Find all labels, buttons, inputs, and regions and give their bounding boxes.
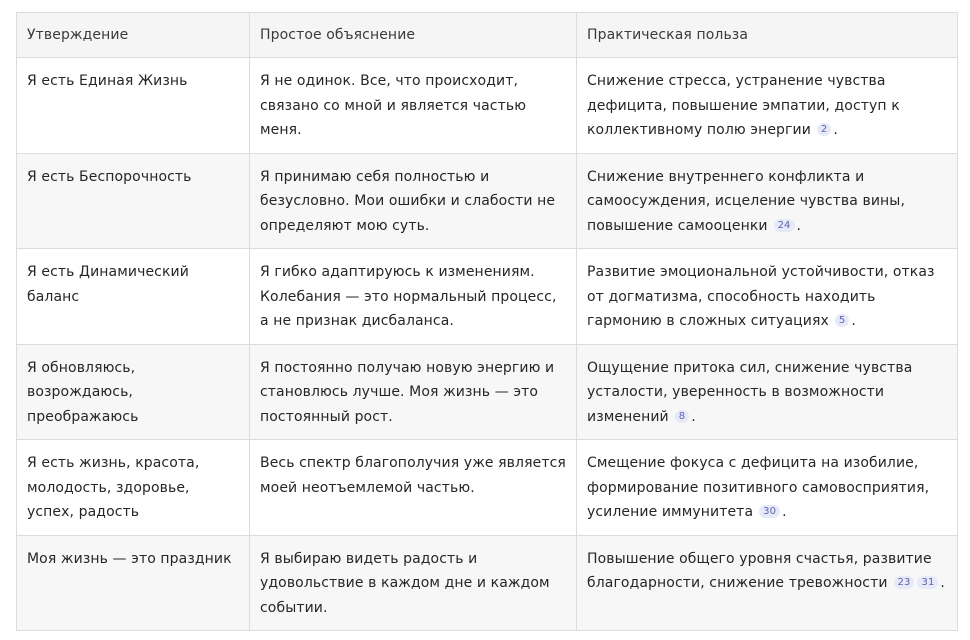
benefit-text: Повышение общего уровня счастья, развитие благодарности, снижение тревожности	[587, 550, 932, 591]
benefit-cell	[577, 535, 958, 631]
benefit-text: Ощущение притока сил, снижение чувства усталости, уверенность в возможности изменений	[587, 359, 913, 425]
explanation-cell: Я выбираю видеть радость и удовольствие в каждом дне и каждом событии.	[250, 535, 577, 631]
header-explanation: Простое объяснение	[250, 13, 577, 58]
benefit-text: Снижение стресса, устранение чувства дефицита, повышение эмпатии, доступ к коллективному полю энергии	[587, 73, 900, 138]
statement-cell: Я есть Единая Жизнь	[17, 58, 250, 154]
explanation-cell: Я принимаю себя полностью и безусловно. Мои ошибки и слабости не определяют мою суть.	[250, 153, 577, 249]
sentence-end: .	[691, 408, 696, 425]
affirmations-table-container	[16, 12, 957, 631]
benefit-text: Развитие эмоциональной устойчивости, отказ от догматизма, способность находить гармонию в сложных ситуациях	[587, 264, 935, 329]
table-header-row	[17, 13, 958, 58]
explanation-cell: Весь спектр благополучия уже является моей неотъемлемой частью.	[250, 440, 577, 536]
sentence-end: .	[851, 313, 856, 329]
affirmations-table	[16, 12, 958, 631]
sentence-end: .	[782, 504, 787, 520]
benefit-text: Смещение фокуса с дефицита на изобилие, формирование позитивного самовосприятия, усиление иммунитета	[587, 455, 930, 520]
benefit-cell	[577, 249, 958, 345]
table-row	[17, 153, 958, 249]
citation-badge[interactable]: 2	[817, 123, 831, 136]
statement-cell: Я есть Беспорочность	[17, 153, 250, 249]
statement-cell: Я есть Динамический баланс	[17, 249, 250, 345]
benefit-text: Снижение внутреннего конфликта и самоосуждения, исцеление чувства вины, повышение самооценки	[587, 168, 905, 234]
citation-badge[interactable]: 24	[774, 219, 795, 232]
citation-badge[interactable]: 8	[675, 410, 689, 423]
sentence-end: .	[940, 575, 945, 591]
header-statement: Утверждение	[17, 13, 250, 58]
statement-cell: Я обновляюсь, возрождаюсь, преображаюсь	[17, 344, 250, 440]
benefit-cell	[577, 58, 958, 154]
benefit-cell	[577, 344, 958, 440]
statement-cell: Моя жизнь — это праздник	[17, 535, 250, 631]
explanation-cell: Я постоянно получаю новую энергию и становлюсь лучше. Моя жизнь — это постоянный рост.	[250, 344, 577, 440]
benefit-cell	[577, 153, 958, 249]
statement-cell: Я есть жизнь, красота, молодость, здоровье, успех, радость	[17, 440, 250, 536]
citation-badge[interactable]: 31	[917, 576, 938, 589]
table-row	[17, 344, 958, 440]
sentence-end: .	[796, 217, 802, 234]
table-row	[17, 440, 958, 536]
benefit-cell	[577, 440, 958, 536]
citation-badge[interactable]: 5	[835, 314, 849, 327]
table-row	[17, 535, 958, 631]
citation-badge[interactable]: 30	[759, 505, 780, 518]
explanation-cell: Я гибко адаптируюсь к изменениям. Колебания — это нормальный процесс, а не признак дисбаланса.	[250, 249, 577, 345]
table-row	[17, 249, 958, 345]
header-benefit: Практическая польза	[577, 13, 958, 58]
sentence-end: .	[833, 122, 838, 138]
explanation-cell: Я не одинок. Все, что происходит, связано со мной и является частью меня.	[250, 58, 577, 154]
table-row	[17, 58, 958, 154]
citation-badge[interactable]: 23	[894, 576, 915, 589]
